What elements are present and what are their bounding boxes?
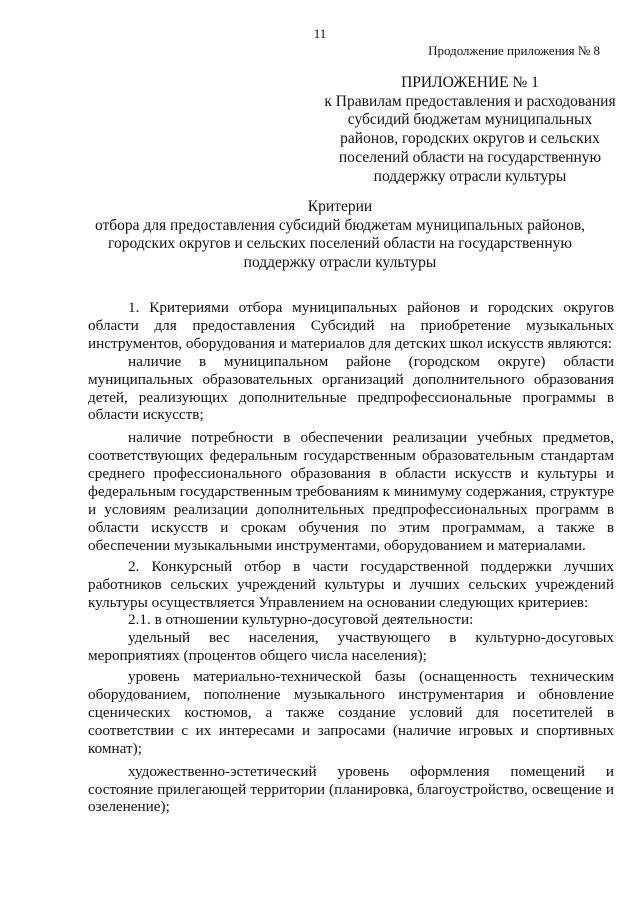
page-number: 11 — [313, 26, 327, 41]
body-paragraph: уровень материально-технической базы (оснащенность техническим оборудованием, пополнение музыкального инструментария и обновление сценических костюмов, а также создание условий для посетителей в соответствии с их интересами и запросами (наличие игровых и спортивных комнат); — [88, 668, 614, 757]
body-paragraph: 2. Конкурсный отбор в части государственной поддержки лучших работников сельских учреждений культуры и лучших сельских учреждений культуры осуществляется Управлением на основании следующих критериев: — [88, 557, 614, 611]
body-paragraph: художественно-эстетический уровень оформления помещений и состояние прилегающей территории (планировка, благоустройство, освещение и озеленение); — [88, 762, 614, 816]
appendix-line: поселений области на государственную — [338, 148, 602, 166]
appendix-title: ПРИЛОЖЕНИЕ № 1 — [401, 74, 539, 91]
criteria-line: отбора для предоставления субсидий бюджетам муниципальных районов, — [94, 216, 586, 234]
criteria-title: Критерии — [307, 198, 373, 215]
body-paragraph: наличие потребности в обеспечении реализации учебных предметов, соответствующих федеральным государственным образовательным стандартам среднего профессионального образования в области искусств и культуры и федеральным государственным требованиям к минимуму содержания, структуре и условиям реализации дополнительных предпрофессиональных программ в области искусств и срокам обучения по этим программам, а также в обеспечении музыкальными инструментами, оборудованием и материалами. — [88, 429, 614, 554]
criteria-line: поддержку отрасли культуры — [243, 253, 437, 271]
body-paragraph: наличие в муниципальном районе (городском округе) области муниципальных образовательных организаций дополнительного образования детей, реализующих дополнительные предпрофессиональные программы в области искусств; — [88, 352, 614, 424]
appendix-line: районов, городских округов и сельских — [340, 130, 600, 148]
criteria-heading — [80, 198, 600, 272]
appendix-line: субсидий бюджетам муниципальных — [347, 111, 593, 129]
appendix-line: поддержку отрасли культуры — [373, 167, 567, 185]
appendix-line: к Правилам предоставления и расходования — [324, 92, 616, 110]
continuation-label: Продолжение приложения № 8 — [428, 43, 600, 58]
appendix-block — [300, 74, 640, 186]
body-paragraph: удельный вес населения, участвующего в культурно-досуговых мероприятиях (процентов общего числа населения); — [88, 629, 614, 665]
body-paragraph: 1. Критериями отбора муниципальных районов и городских округов области для предоставления Субсидий на приобретение музыкальных инструментов, оборудования и материалов для детских школ искусств являются: — [88, 299, 614, 352]
document-body — [88, 299, 614, 816]
body-paragraph: 2.1. в отношении культурно-досуговой деятельности: — [128, 611, 474, 629]
criteria-line: городских округов и сельских поселений области на государственную — [108, 235, 572, 252]
